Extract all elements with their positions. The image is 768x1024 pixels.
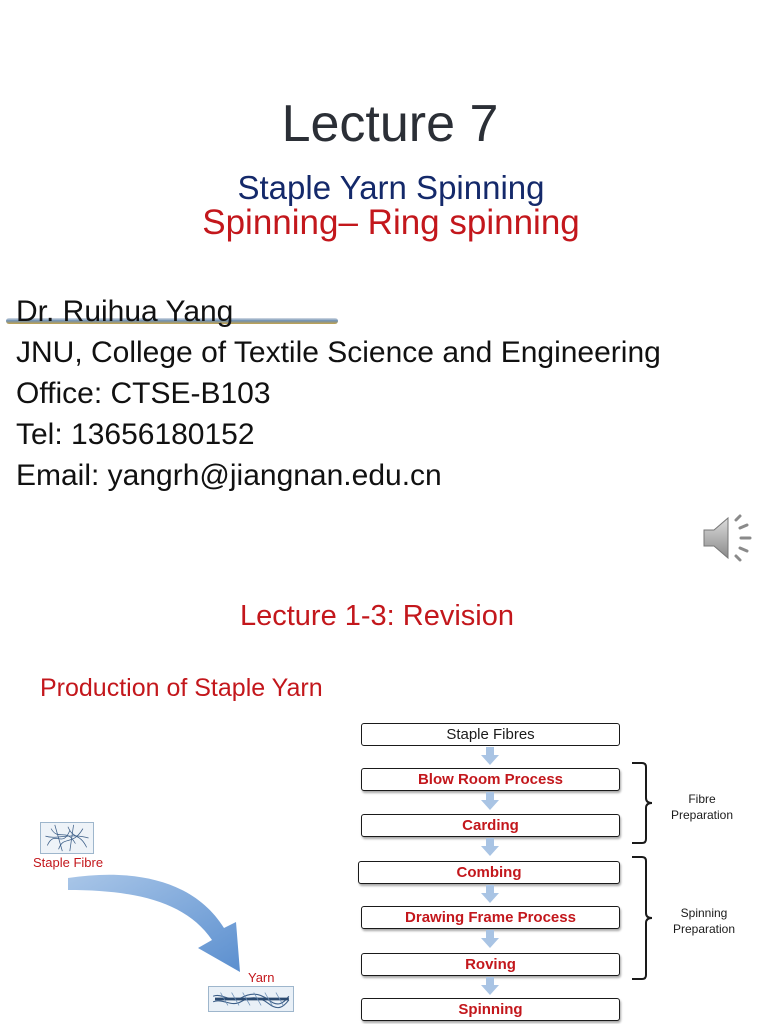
revision-heading: Lecture 1-3: Revision	[239, 600, 515, 632]
flow-step-staple-fibres: Staple Fibres	[361, 723, 620, 746]
flow-step-spinning: Spinning	[361, 998, 620, 1021]
flow-step-carding: Carding	[361, 814, 620, 837]
down-arrow-icon	[481, 930, 499, 948]
staple-fibre-label: Staple Fibre	[33, 855, 104, 870]
lecturer-name: Dr. Ruihua Yang	[16, 295, 234, 328]
flow-step-blow-room: Blow Room Process	[361, 768, 620, 791]
down-arrow-icon	[481, 885, 499, 903]
fibre-preparation-label: Fibre Preparation	[670, 792, 734, 822]
curved-arrow-icon	[64, 868, 260, 978]
down-arrow-icon	[481, 838, 499, 856]
slide-subtitle-ring-spinning: Spinning– Ring spinning	[202, 203, 580, 242]
slide-title: Lecture 7	[281, 95, 499, 153]
lecturer-office: Office: CTSE-B103	[16, 377, 271, 410]
lecturer-email: Email: yangrh@jiangnan.edu.cn	[16, 459, 442, 492]
lecturer-affiliation: JNU, College of Textile Science and Engineering	[16, 336, 661, 369]
down-arrow-icon	[481, 792, 499, 810]
flow-step-combing: Combing	[358, 861, 620, 884]
lecturer-tel: Tel: 13656180152	[16, 418, 255, 451]
speaker-icon[interactable]	[700, 512, 756, 564]
staple-fibre-image	[40, 822, 94, 854]
slide-subtitle-topic: Staple Yarn Spinning	[237, 169, 545, 206]
production-section-title: Production of Staple Yarn	[40, 674, 323, 702]
down-arrow-icon	[481, 747, 499, 765]
yarn-label: Yarn	[248, 970, 275, 985]
down-arrow-icon	[481, 977, 499, 995]
flow-step-roving: Roving	[361, 953, 620, 976]
yarn-image	[208, 986, 294, 1012]
flow-step-drawing-frame: Drawing Frame Process	[361, 906, 620, 929]
spinning-preparation-label: Spinning Preparation	[672, 906, 736, 936]
